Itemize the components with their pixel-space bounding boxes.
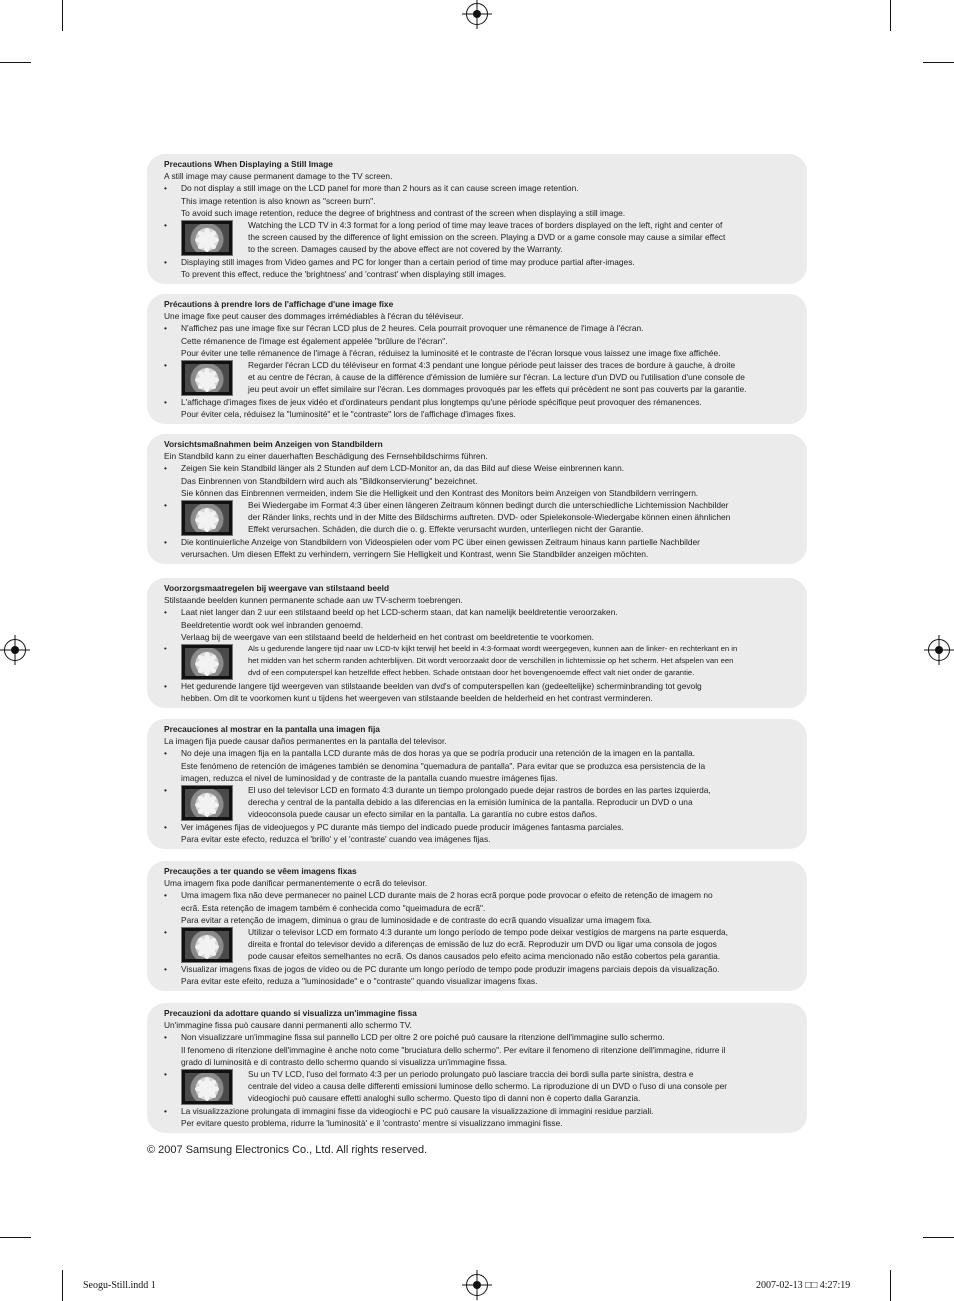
precaution-section	[147, 578, 807, 708]
bullet-text: jeu peut avoir un effet similaire sur l'écran. Les dommages provoqués par les effets qui précèdent ne sont pas couverts par la garantie.	[248, 384, 747, 395]
slug-filename: Seogu-Still.indd 1	[83, 1280, 156, 1291]
bullet-text: Beeldretentie wordt ook wel inbranden genoemd.	[181, 619, 364, 630]
bullet-text: • L'affichage d'images fixes de jeux vidéo et d'ordinateurs pendant plus longtemps qu'une période spécifique peut provoquer des rémanences.	[164, 396, 795, 408]
bullet-text: Effekt verursachen. Schäden, die durch die o. g. Effekte verursacht wurden, unterliegen nicht der Garantie.	[248, 524, 644, 535]
bullet-text: • Laat niet langer dan 2 uur een stilstaand beeld op het LCD-scherm staan, dat kan namelijk beeldretentie veroorzaken.	[164, 606, 795, 618]
precaution-section	[147, 719, 807, 849]
crop-mark	[923, 62, 954, 63]
bullet-text: Utilizar o televisor LCD em formato 4:3 durante um longo período de tempo pode deixar vestígios de margens na parte esquerda, •	[164, 927, 728, 938]
bullet-text: the screen caused by the difference of light emission on the screen. Playing a DVD or a game console may cause a similar effect	[248, 232, 726, 243]
crop-mark	[62, 1270, 63, 1301]
bullet-text: This image retention is also known as "screen burn".	[181, 195, 376, 206]
precaution-section	[147, 434, 807, 564]
bullet-text: Para evitar a retenção de imagem, diminua o grau de luminosidade e de contraste do ecrã quando visualizar uma imagem fixa.	[181, 914, 653, 925]
bullet-text: pode causar efeitos semelhantes no ecrã. Os danos causados pelo efeito acima mencionado não estão cobertos pela garantia.	[248, 951, 721, 962]
bullet-text: To avoid such image retention, reduce the degree of brightness and contrast of the screen when displaying a still image.	[181, 207, 626, 218]
copyright-notice: © 2007 Samsung Electronics Co., Ltd. All rights reserved.	[147, 1144, 428, 1156]
bullet-text: Este fenómeno de retención de imágenes también se denomina "quemadura de pantalla". Para evitar que se produzca esa persistencia de la	[181, 760, 706, 771]
bullet-text: Pour éviter cela, réduisez la "luminosité" et le "contraste" lors de l'affichage d'images fixes.	[181, 408, 516, 419]
bullet-text: to the screen. Damages caused by the above effect are not covered by the Warranty.	[248, 244, 563, 255]
bullet-text: • Do not display a still image on the LCD panel for more than 2 hours as it can cause screen image retention.	[164, 182, 795, 194]
bullet-text: Pour éviter une telle rémanence de l'image à l'écran, réduisez la luminosité et le contraste de l'écran lorsque vous laissez une image fixe affichée.	[181, 347, 721, 358]
section-title: Precautions When Displaying a Still Image	[164, 159, 333, 169]
bullet-text: To prevent this effect, reduce the 'brightness' and 'contrast' when displaying still images.	[181, 268, 507, 279]
bullet-text: Das Einbrennen von Standbildern wird auch als "Bildkonservierung" bezeichnet.	[181, 475, 478, 486]
section-intro: La imagen fija puede causar daños permanentes en la pantalla del televisor.	[164, 736, 447, 747]
registration-mark-icon	[4, 639, 26, 661]
bullet-text: imagen, reduzca el nivel de luminosidad y de contraste de la pantalla cuando muestre imágenes fijas.	[181, 772, 558, 783]
crop-mark	[0, 62, 31, 63]
precaution-section	[147, 154, 807, 284]
bullet-text: Para evitar este efecto, reduzca el 'brillo' y el 'contraste' cuando vea imágenes fijas.	[181, 833, 491, 844]
section-intro: Stilstaande beelden kunnen permanente schade aan uw TV-scherm toebrengen.	[164, 595, 463, 606]
bullet-icon: •	[164, 785, 167, 796]
bullet-icon: •	[164, 500, 167, 511]
crop-mark	[890, 1270, 891, 1301]
bullet-text: Watching the LCD TV in 4:3 format for a long period of time may leave traces of borders displayed on the left, right and center of •	[164, 220, 723, 231]
still-image-thumbnail	[181, 220, 233, 256]
bullet-text: • Non visualizzare un'immagine fissa sul pannello LCD per oltre 2 ore poiché può causare la ritenzione dell'immagine sullo schermo.	[164, 1031, 795, 1043]
bullet-text: Para evitar este efeito, reduza a "luminosidade" e o "contraste" quando visualizar imagens fixas.	[181, 975, 538, 986]
section-intro: A still image may cause permanent damage to the TV screen.	[164, 171, 393, 182]
bullet-icon: •	[164, 1069, 167, 1080]
bullet-text: • Het gedurende langere tijd weergeven van stilstaande beelden van dvd's of computerspellen kan (gedeeltelijke) scherminbranding tot gevolg	[164, 680, 795, 692]
bullet-text: Cette rémanence de l'image est également appelée "brûlure de l'écran".	[181, 335, 448, 346]
slug-timestamp: 2007-02-13 □□ 4:27:19	[756, 1280, 851, 1291]
bullet-text: derecha y central de la pantalla debido a las diferencias en la emisión lumínica de la pantalla. Reproducir un DVD o una	[248, 797, 693, 808]
bullet-icon: •	[164, 927, 167, 938]
bullet-text: Als u gedurende langere tijd naar uw LCD-tv kijkt terwijl het beeld in 4:3-formaat wordt weergegeven, kunnen aan de linker- en rechterkant en in •	[164, 643, 795, 655]
bullet-text: hebben. Om dit te voorkomen kunt u tijdens het weergeven van stilstaande beelden de helderheid en het contrast verminderen.	[181, 692, 653, 703]
bullet-text: verursachen. Um diesen Effekt zu verhindern, verringern Sie Helligkeit und Kontrast, wenn Sie Standbilder anzeigen möchten.	[181, 548, 649, 559]
still-image-thumbnail	[181, 500, 233, 536]
bullet-text: • Visualizar imagens fixas de jogos de vídeo ou de PC durante um longo período de tempo pode produzir imagens parciais depois da visualização.	[164, 963, 795, 975]
bullet-text: centrale del video a causa delle differenti emissioni luminose dello schermo. La riproduzione di un DVD o l'uso di una console per	[248, 1081, 728, 1092]
bullet-text: • La visualizzazione prolungata di immagini fisse da videogiochi e PC può causare la visualizzazione di immagini residue parziali.	[164, 1105, 795, 1117]
precaution-section	[147, 861, 807, 991]
bullet-text: videoconsola puede causar un efecto similar en la pantalla. La garantía no cubre estos daños.	[248, 809, 598, 820]
bullet-text: grado di luminosità e di contrasto dello schermo quando si visualizza un'immagine fissa.	[181, 1056, 508, 1067]
crop-mark	[890, 0, 891, 31]
bullet-text: Bei Wiedergabe im Format 4:3 über einen längeren Zeitraum können bedingt durch die unterschiedliche Lichtemission Nachbilder •	[164, 500, 729, 511]
precaution-section	[147, 1003, 807, 1133]
bullet-text: dvd of een computerspel kan hetzelfde effect hebben. Schade ontstaan door het bovengenoemde effect valt niet onder de garantie.	[248, 668, 695, 678]
bullet-text: videogiochi può causare effetti analoghi sullo schermo. Questo tipo di danni non è coperto dalla Garanzia.	[248, 1093, 641, 1104]
bullet-icon: •	[164, 220, 167, 231]
registration-mark-icon	[928, 639, 950, 661]
bullet-icon: •	[164, 644, 167, 654]
bullet-text: • Zeigen Sie kein Standbild länger als 2 Stunden auf dem LCD-Monitor an, da das Bild auf diese Weise einbrennen kann.	[164, 462, 795, 474]
bullet-text: Il fenomeno di ritenzione dell'immagine è anche noto come "bruciatura dello schermo". Per evitare il fenomeno di ritenzione dell'immagine, ridurre il	[181, 1044, 726, 1055]
crop-mark	[923, 1237, 954, 1238]
registration-mark-icon	[466, 1274, 488, 1296]
section-title: Precauzioni da adottare quando si visualizza un'immagine fissa	[164, 1008, 417, 1018]
precaution-section	[147, 294, 807, 424]
bullet-text: • N'affichez pas une image fixe sur l'écran LCD plus de 2 heures. Cela pourrait provoquer une rémanence de l'image à l'écran.	[164, 322, 795, 334]
bullet-text: • Displaying still images from Video games and PC for longer than a certain period of time may produce partial after-images.	[164, 256, 795, 268]
bullet-text: Sie können das Einbrennen vermeiden, indem Sie die Helligkeit und den Kontrast des Monitors beim Anzeigen von Standbildern verringern.	[181, 487, 699, 498]
still-image-thumbnail	[181, 785, 233, 821]
section-intro: Une image fixe peut causer des dommages irrémédiables à l'écran du téléviseur.	[164, 311, 464, 322]
crop-mark	[0, 1237, 31, 1238]
bullet-text: • Uma imagem fixa não deve permanecer no painel LCD durante mais de 2 horas ecrã porque pode provocar o efeito de retenção de imagem no	[164, 889, 795, 901]
still-image-thumbnail	[181, 360, 233, 396]
bullet-text: Regarder l'écran LCD du téléviseur en format 4:3 pendant une longue période peut laisser des traces de bordure à gauche, à droite •	[164, 360, 736, 371]
bullet-text: • No deje una imagen fija en la pantalla LCD durante más de dos horas ya que se podría producir una retención de la imagen en la pantalla.	[164, 747, 795, 759]
bullet-text: het midden van het scherm randen achterblijven. Dit wordt veroorzaakt door de verschillen in lichtemissie op het scherm. Het afspelen van een	[248, 656, 734, 666]
registration-mark-icon	[466, 3, 488, 25]
bullet-text: der Ränder links, rechts und in der Mitte des Bildschirms auftreten. DVD- oder Spielekonsole-Wiedergabe können einen ähnlichen	[248, 512, 731, 523]
still-image-thumbnail	[181, 644, 233, 680]
bullet-text: El uso del televisor LCD en formato 4:3 durante un tiempo prolongado puede dejar rastros de bordes en las partes izquierda, •	[164, 785, 711, 796]
bullet-text: et au centre de l'écran, à cause de la différence d'émission de lumière sur l'écran. La lecture d'un DVD ou l'utilisation d'une console de	[248, 372, 745, 383]
bullet-text: Su un TV LCD, l'uso del formato 4:3 per un periodo prolungato può lasciare traccia dei bordi sulla parte sinistra, destra e •	[164, 1069, 694, 1080]
bullet-icon: •	[164, 360, 167, 371]
section-intro: Un'immagine fissa può causare danni permanenti allo schermo TV.	[164, 1020, 412, 1031]
bullet-text: • Ver imágenes fijas de videojuegos y PC durante más tiempo del indicado puede producir imágenes fantasma parciales.	[164, 821, 795, 833]
section-title: Precauciones al mostrar en la pantalla una imagen fija	[164, 724, 380, 734]
section-intro: Uma imagem fixa pode danificar permanentemente o ecrã do televisor.	[164, 878, 428, 889]
section-title: Precauções a ter quando se vêem imagens fixas	[164, 866, 357, 876]
section-intro: Ein Standbild kann zu einer dauerhaften Beschädigung des Fernsehbildschirms führen.	[164, 451, 488, 462]
section-title: Voorzorgsmaatregelen bij weergave van stilstaand beeld	[164, 583, 390, 593]
bullet-text: Verlaag bij de weergave van een stilstaand beeld de helderheid en het contrast om beeldretentie te voorkomen.	[181, 631, 594, 642]
still-image-thumbnail	[181, 927, 233, 963]
bullet-text: • Die kontinuierliche Anzeige von Standbildern von Videospielen oder vom PC über einen gewissen Zeitraum hinaus kann partielle Nachbilder	[164, 536, 795, 548]
bullet-text: Per evitare questo problema, ridurre la 'luminosità' e il 'contrasto' mentre si visualizzano immagini fisse.	[181, 1117, 563, 1128]
bullet-text: ecrã. Esta retenção de imagem também é conhecida como "queimadura de ecrã".	[181, 902, 486, 913]
still-image-thumbnail	[181, 1069, 233, 1105]
section-title: Précautions à prendre lors de l'affichage d'une image fixe	[164, 299, 394, 309]
crop-mark	[62, 0, 63, 31]
bullet-text: direita e frontal do televisor devido a diferenças de emissão de luz do ecrã. Reproduzir um DVD ou ligar uma consola de jogos	[248, 939, 717, 950]
section-title: Vorsichtsmaßnahmen beim Anzeigen von Standbildern	[164, 439, 383, 449]
